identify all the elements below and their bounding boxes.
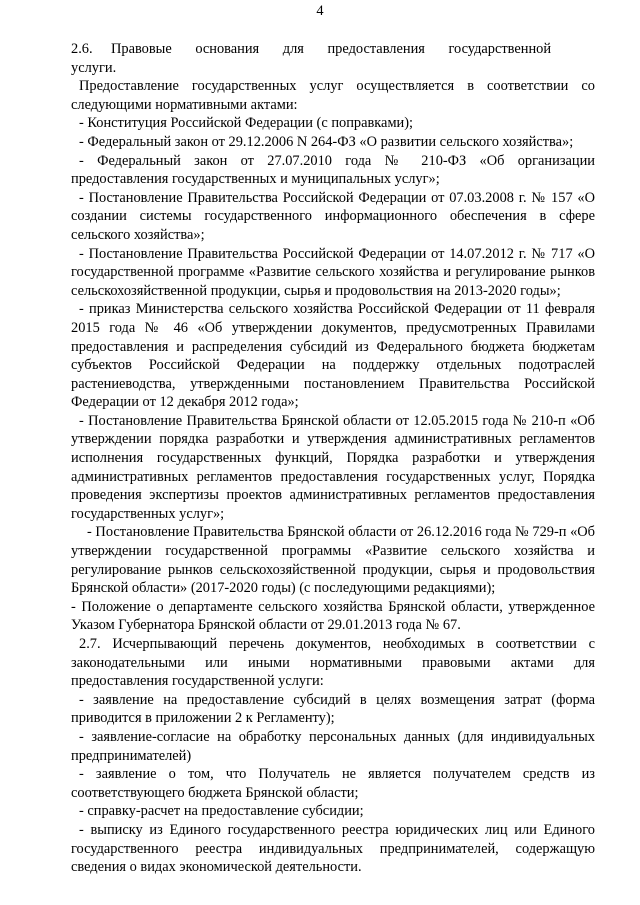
legal-basis-item-2: - Федеральный закон от 29.12.2006 N 264-ФЗ «О развитии сельского хозяйства»; bbox=[79, 133, 574, 150]
legal-basis-item-8: - Постановление Правительства Брянской области от 26.12.2016 года № 729-п «Об утверждении государственной программы «Развитие сельского хозяйства и регулирование рынков сельскохозяйственной продукции, сырья и продовольствия Брянской области» (2017-2020 годы) (с последующими редакциями); bbox=[71, 524, 595, 597]
required-document-3: - заявление о том, что Получатель не является получателем средств из соответствующего бюджета Брянской области; bbox=[71, 766, 595, 801]
required-document-1: - заявление на предоставление субсидий в целях возмещения затрат (форма приводится в приложении 2 к Регламенту); bbox=[71, 691, 595, 727]
section-2-6-title: Правовые основания для предоставления государственной услуги. bbox=[71, 41, 552, 76]
page-number: 4 bbox=[316, 3, 324, 19]
section-2-6-number: 2.6. bbox=[71, 41, 93, 57]
legal-basis-item-4: - Постановление Правительства Российской Федерации от 07.03.2008 г. № 157 «О создании системы государственного информационного обеспечения в сфере сельского хозяйства»; bbox=[71, 189, 595, 243]
section-2-7-intro: 2.7. Исчерпывающий перечень документов, необходимых в соответствии с законодательными или иными нормативными правовыми актами для предоставления государственной услуги: bbox=[71, 636, 595, 690]
legal-basis-item-7: - Постановление Правительства Брянской области от 12.05.2015 года № 210-п «Об утверждении порядка разработки и утверждения административных регламентов исполнения государственных функций, Порядка разработки и утверждения административных регламентов предоставления государственных услуг, Порядка проведения экспертизы проектов административных регламентов предоставления государственных услуг»; bbox=[71, 412, 595, 522]
section-2-6-heading bbox=[71, 40, 595, 77]
required-document-5: - выписку из Единого государственного реестра юридических лиц или Единого государственного реестра индивидуальных предпринимателей, содержащую сведения о видах экономической деятельности. bbox=[71, 821, 595, 876]
legal-basis-item-9: - Положение о департаменте сельского хозяйства Брянской области, утвержденное Указом Губернатора Брянской области от 29.01.2013 года № 67. bbox=[71, 598, 595, 634]
legal-basis-item-5: - Постановление Правительства Российской Федерации от 14.07.2012 г. № 717 «О государственной программе «Развитие сельского хозяйства и регулирование рынков сельскохозяйственной продукции, сырья и продовольствия на 2013-2020 годы»; bbox=[71, 245, 595, 299]
required-document-4: - справку-расчет на предоставление субсидии; bbox=[79, 803, 364, 820]
legal-basis-item-1: - Конституция Российской Федерации (с поправками); bbox=[79, 115, 414, 132]
legal-basis-item-6: - приказ Министерства сельского хозяйства Российской Федерации от 11 февраля 2015 года № 46 «Об утверждении документов, предусмотренных Правилами предоставления и распределения субсидий из Федерального бюджета бюджетам субъектов Российской Федерации на поддержку отдельных подотраслей растениеводства, утвержденными постановлением Правительства Российской Федерации от 12 декабря 2012 года»; bbox=[71, 301, 595, 411]
legal-basis-item-3: - Федеральный закон от 27.07.2010 года № 210-ФЗ «Об организации предоставления государственных и муниципальных услуг»; bbox=[71, 152, 595, 188]
required-document-2: - заявление-согласие на обработку персональных данных (для индивидуальных предпринимателей) bbox=[71, 728, 595, 764]
document-body bbox=[71, 40, 595, 877]
section-2-6-intro: Предоставление государственных услуг осуществляется в соответствии со следующими нормативными актами: bbox=[71, 78, 595, 113]
